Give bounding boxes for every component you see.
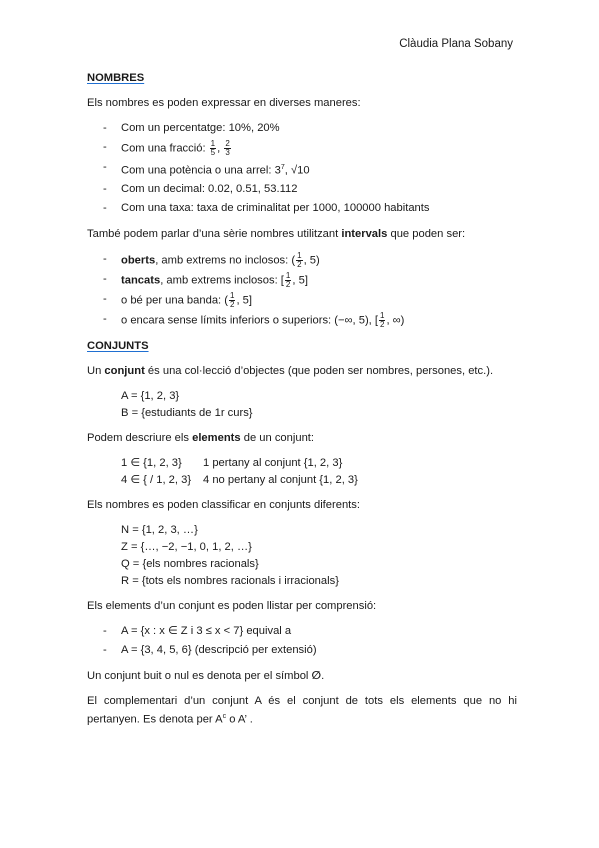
set-line: R = {tots els nombres racionals i irracionals} [121, 574, 339, 587]
list-item: - A = {x : x ∈ Z i 3 ≤ x < 7} equival a [103, 624, 517, 640]
list-item: - o bé per una banda: ( $\frac{1}{2}$ , 5] [103, 292, 517, 309]
fraction-2-3: $\frac{2}{3}$ [225, 139, 230, 157]
list-item [103, 201, 517, 217]
author-name: Clàudia Plana Sobany [399, 38, 513, 50]
conjunt-examples [121, 389, 517, 421]
fraction-half: $\frac{1}{2}$ [230, 290, 235, 309]
intervals-bold: intervals [341, 227, 388, 240]
pertany-row: 4 ∈ { / 1, 2, 3} 4 no pertany al conjunt {1, 2, 3} [121, 473, 358, 486]
list-item: - Com una fracció: $\frac{1}{5}$ , $\frac{2}{3}$ [103, 140, 517, 157]
set-line: N = {1, 2, 3, …} [121, 523, 198, 536]
list-item: - oberts, amb extrems no inclosos: ( $\frac{1}{2}$ , 5) [103, 252, 517, 269]
example-line: B = {estudiants de 1r curs} [121, 406, 253, 419]
number-sets [121, 523, 517, 589]
nombres-intro: Els nombres es poden expressar en diverses maneres: [87, 97, 361, 109]
item-fraction-label: Com una fracció: [121, 142, 209, 155]
elements-intro: Podem descriure els elements de un conjunt: [87, 431, 315, 444]
intervals-intro: També podem parlar d’una sèrie nombres utilitzant intervals que poden ser: [87, 227, 466, 240]
fraction-half: $\frac{1}{2}$ [285, 270, 291, 289]
nombres-list [87, 121, 517, 217]
fraction-half: $\frac{1}{2}$ [380, 310, 385, 329]
pertany-row: 1 ∈ {1, 2, 3} 1 pertany al conjunt {1, 2, 3} [121, 456, 343, 469]
list-item [103, 121, 517, 137]
intervals-list [87, 252, 517, 329]
list-item [103, 182, 517, 198]
fraction-1-5: $\frac{1}{5}$ [210, 139, 216, 157]
item-taxa: Com una taxa: taxa de criminalitat per 1000, 100000 habitants [121, 201, 430, 214]
section-title-conjunts: CONJUNTS [87, 339, 149, 352]
exponent: 7 [280, 164, 285, 171]
pertany-lines [121, 456, 517, 488]
item-percent: Com un percentatge: 10%, 20% [121, 122, 280, 134]
complementari-paragraph: El complementari d’un conjunt A és el conjunt de tots els elements que no hi pertanyen. Es denota per $A^c$ o A’ . [87, 694, 517, 726]
example-line: A = {1, 2, 3} [121, 389, 180, 402]
conjunt-buit: Un conjunt buit o nul es denota per el símbol ∅. [87, 669, 325, 682]
item-arrel: , √10 [284, 164, 310, 177]
item-decimal: Com un decimal: 0.02, 0.51, 53.112 [121, 182, 298, 195]
list-item [103, 160, 517, 179]
set-line: Q = {els nombres racionals} [121, 557, 259, 570]
empty-set-symbol: ∅ [311, 669, 322, 682]
comprensio-intro: Els elements d’un conjunt es poden llistar per comprensió: [87, 599, 377, 612]
list-item: - o encara sense límits inferiors o superiors: (−∞, 5), [ $\frac{1}{2}$ , ∞) [103, 312, 517, 329]
comprensio-list [87, 624, 517, 659]
classificar-intro: Els nombres es poden classificar en conjunts diferents: [87, 498, 360, 511]
item-potencia: Com una potència o una arrel: 3 [121, 164, 281, 177]
section-title-nombres: NOMBRES [87, 72, 145, 84]
list-item: - A = {3, 4, 5, 6} (descripció per extensió) [103, 643, 517, 659]
document-content [87, 71, 517, 737]
set-line: Z = {…, −2, −1, 0, 1, 2, …} [121, 540, 252, 553]
list-item: - tancats, amb extrems inclosos: [ $\frac{1}{2}$ , 5] [103, 272, 517, 289]
fraction-half: $\frac{1}{2}$ [297, 250, 302, 269]
conjunt-definition: Un conjunt és una col·lecció d’objectes (que poden ser nombres, persones, etc.). [87, 364, 494, 377]
